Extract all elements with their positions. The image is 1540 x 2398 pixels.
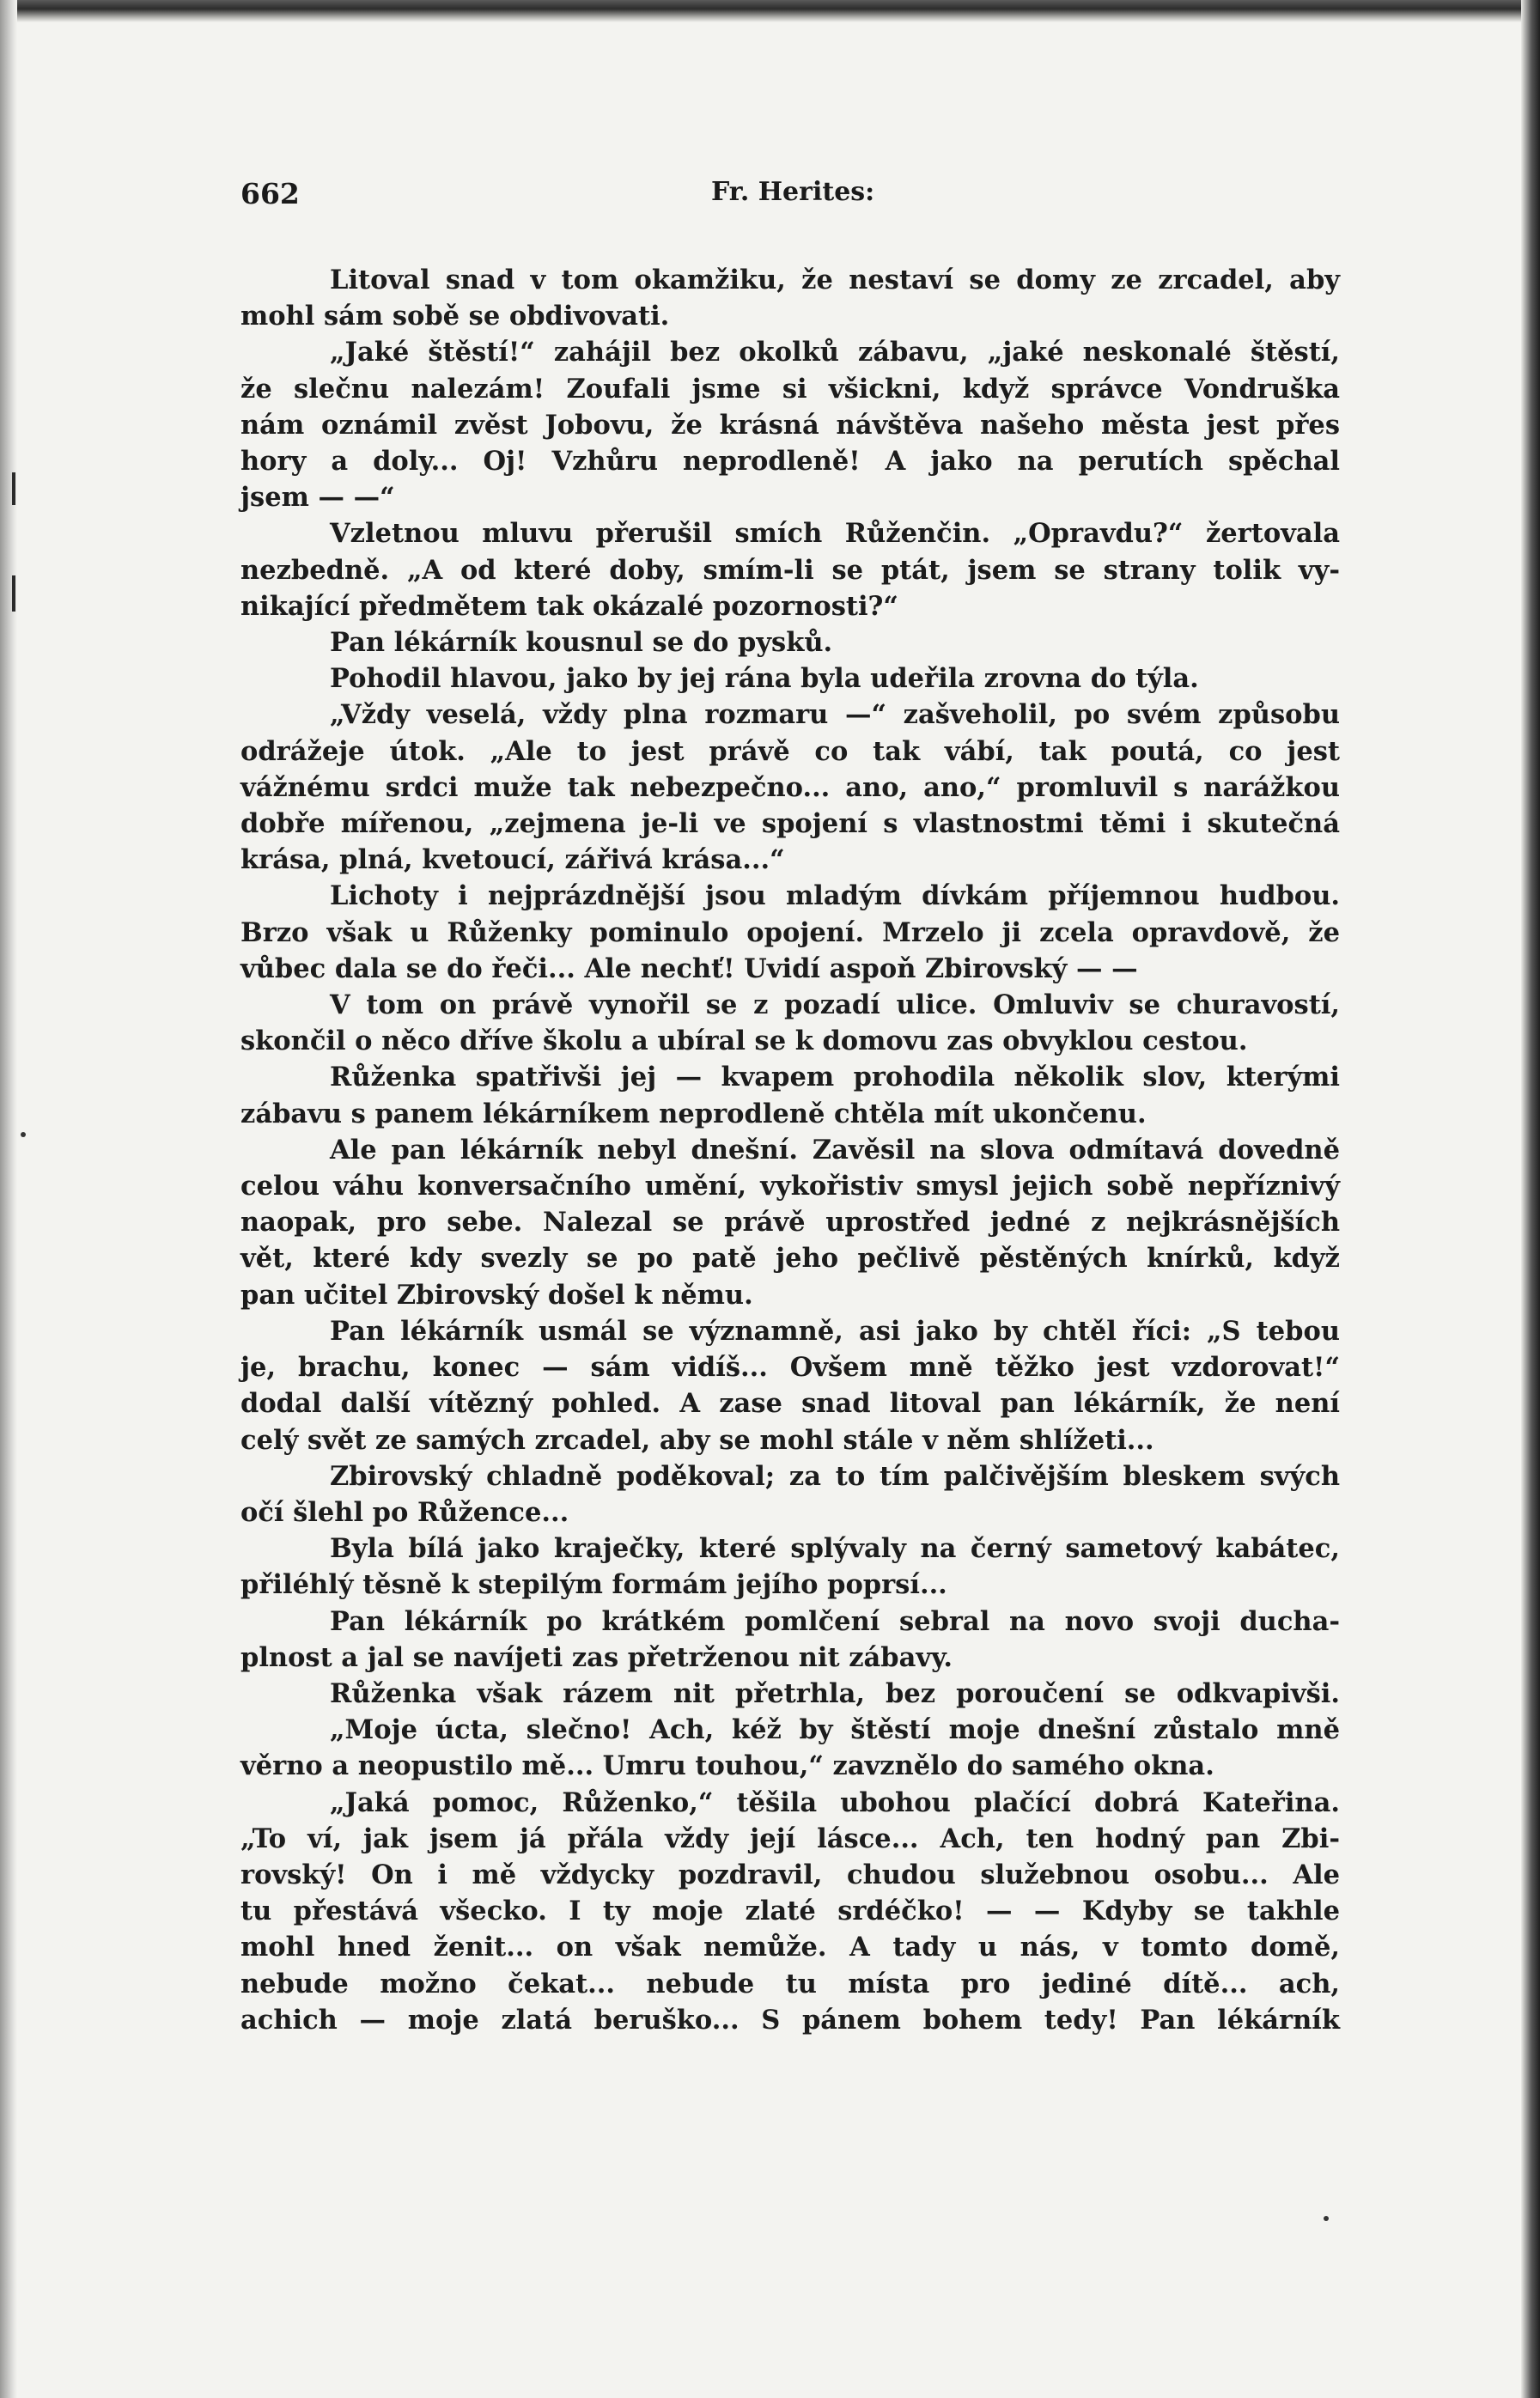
text-line: „Moje úcta, slečno! Ach, kéž by štěstí moje dnešní zůstalo mně [330,1714,1340,1746]
scan-speck [1324,2216,1329,2221]
text-line: hory a doly... Oj! Vzhůru neprodleně! A jako na perutích spěchal [240,446,1340,478]
text-line: pan učitel Zbirovský došel k němu. [240,1279,753,1311]
text-line: Pan lékárník po krátkém pomlčení sebral na novo svoji ducha- [330,1605,1340,1637]
scan-right-edge [1521,0,1540,2398]
text-line: naopak, pro sebe. Nalezal se právě uprostřed jedné z nejkrásnějších [240,1207,1340,1239]
text-line: očí šlehl po Růžence... [240,1496,569,1528]
text-line: že slečnu nalezám! Zoufali jsme si všickni, když správce Vondruška [240,373,1340,405]
running-head: Fr. Herites: [711,177,875,207]
page-number: 662 [240,177,300,210]
body-text [240,262,1340,2038]
scan-left-edge [0,0,17,2398]
text-line: celý svět ze samých zrcadel, aby se mohl stále v něm shlížeti... [240,1424,1154,1456]
text-line: achich — moje zlatá beruško... S pánem bohem tedy! Pan lékárník [240,2004,1340,2036]
text-line: odrážeje útok. „Ale to jest právě co tak vábí, tak poutá, co jest [240,735,1340,767]
text-line: V tom on právě vynořil se z pozadí ulice. Omluviv se churavostí, [330,989,1340,1021]
text-line: Pohodil hlavou, jako by jej rána byla udeřila zrovna do týla. [330,663,1199,695]
text-line: tu přestává všecko. I ty moje zlaté srdéčko! — — Kdyby se takhle [240,1896,1340,1927]
text-line: přiléhlý těsně k stepilým formám jejího poprsí... [240,1569,947,1601]
text-line: Vzletnou mluvu přerušil smích Růženčin. „Opravdu?“ žertovala [330,518,1340,550]
text-line: krása, plná, kvetoucí, zářivá krása...“ [240,844,785,876]
text-line: Zbirovský chladně poděkoval; za to tím palčivějším bleskem svých [330,1460,1340,1492]
text-line: mohl hned ženit... on však nemůže. A tady u nás, v tomto domě, [240,1932,1340,1963]
text-line: nikající předmětem tak okázalé pozornosti?“ [240,590,898,622]
text-line: nám oznámil zvěst Jobovu, že krásná návštěva našeho města jest přes [240,409,1340,441]
text-line: Ale pan lékárník nebyl dnešní. Zavěsil na slova odmítavá dovedně [330,1134,1340,1166]
text-line: dodal další vítězný pohled. A zase snad litoval pan lékárník, že není [240,1388,1340,1420]
text-line: Brzo však u Růženky pominulo opojení. Mrzelo ji zcela opravdově, že [240,916,1340,948]
page-header [240,177,1357,218]
text-line: nezbedně. „A od které doby, smím-li se ptát, jsem se strany tolik vy- [240,554,1340,586]
text-line: Pan lékárník usmál se významně, asi jako by chtěl říci: „S tebou [330,1315,1340,1347]
text-line: „Jaká pomoc, Růženko,“ těšila ubohou plačící dobrá Kateřina. [330,1786,1340,1818]
text-line: Růženka spatřivši jej — kvapem prohodila několik slov, kterými [330,1062,1340,1093]
text-line: nebude možno čekat... nebude tu místa pro jediné dítě... ach, [240,1968,1340,1999]
text-line: plnost a jal se navíjeti zas přetrženou nit zábavy. [240,1641,953,1673]
text-line: mohl sám sobě se obdivovati. [240,301,670,332]
text-line: rovský! On i mě vždycky pozdravil, chudou služebnou osobu... Ale [240,1859,1340,1890]
text-line: celou váhu konversačního umění, vykořistiv smysl jejich sobě nepříznivý [240,1171,1340,1202]
scan-top-edge [0,0,1540,22]
scan-mark [12,575,15,612]
text-line: Byla bílá jako kraječky, které splývaly na černý sametový kabátec, [330,1533,1340,1565]
text-line: Litoval snad v tom okamžiku, že nestaví se domy ze zrcadel, aby [330,265,1340,295]
text-line: vět, které kdy svezly se po patě jeho pečlivě pěstěných knírků, když [240,1243,1340,1275]
text-line: skončil o něco dříve školu a ubíral se k domovu zas obvyklou cestou. [240,1026,1248,1057]
text-line: Pan lékárník kousnul se do pysků. [330,627,833,659]
text-line: Růženka však rázem nit přetrhla, bez poroučení se odkvapivši. [330,1677,1340,1709]
text-line: „Jaké štěstí!“ zahájil bez okolků zábavu, „jaké neskonalé štěstí, [330,337,1340,368]
text-line: je, brachu, konec — sám vidíš... Ovšem mně těžko jest vzdorovat!“ [240,1352,1340,1384]
text-line: vážnému srdci muže tak nebezpečno... ano, ano,“ promluvil s narážkou [240,771,1340,803]
scan-speck [21,1132,26,1137]
text-line: dobře mířenou, „zejmena je-li ve spojení s vlastnostmi těmi i skutečná [240,808,1340,840]
text-line: „Vždy veselá, vždy plna rozmaru —“ zašveholil, po svém způsobu [330,699,1340,731]
text-line: jsem — —“ [240,482,395,514]
text-line: Lichoty i nejprázdnější jsou mladým dívkám příjemnou hudbou. [330,880,1340,912]
text-line: vůbec dala se do řeči... Ale nechť! Uvidí aspoň Zbirovský — — [240,953,1138,984]
scan-mark [12,472,15,505]
text-line: věrno a neopustilo mě... Umru touhou,“ zavznělo do samého okna. [240,1750,1214,1782]
text-line: „To ví, jak jsem já přála vždy její lásce... Ach, ten hodný pan Zbi- [240,1823,1340,1854]
text-line: zábavu s panem lékárníkem neprodleně chtěla mít ukončenu. [240,1098,1147,1129]
